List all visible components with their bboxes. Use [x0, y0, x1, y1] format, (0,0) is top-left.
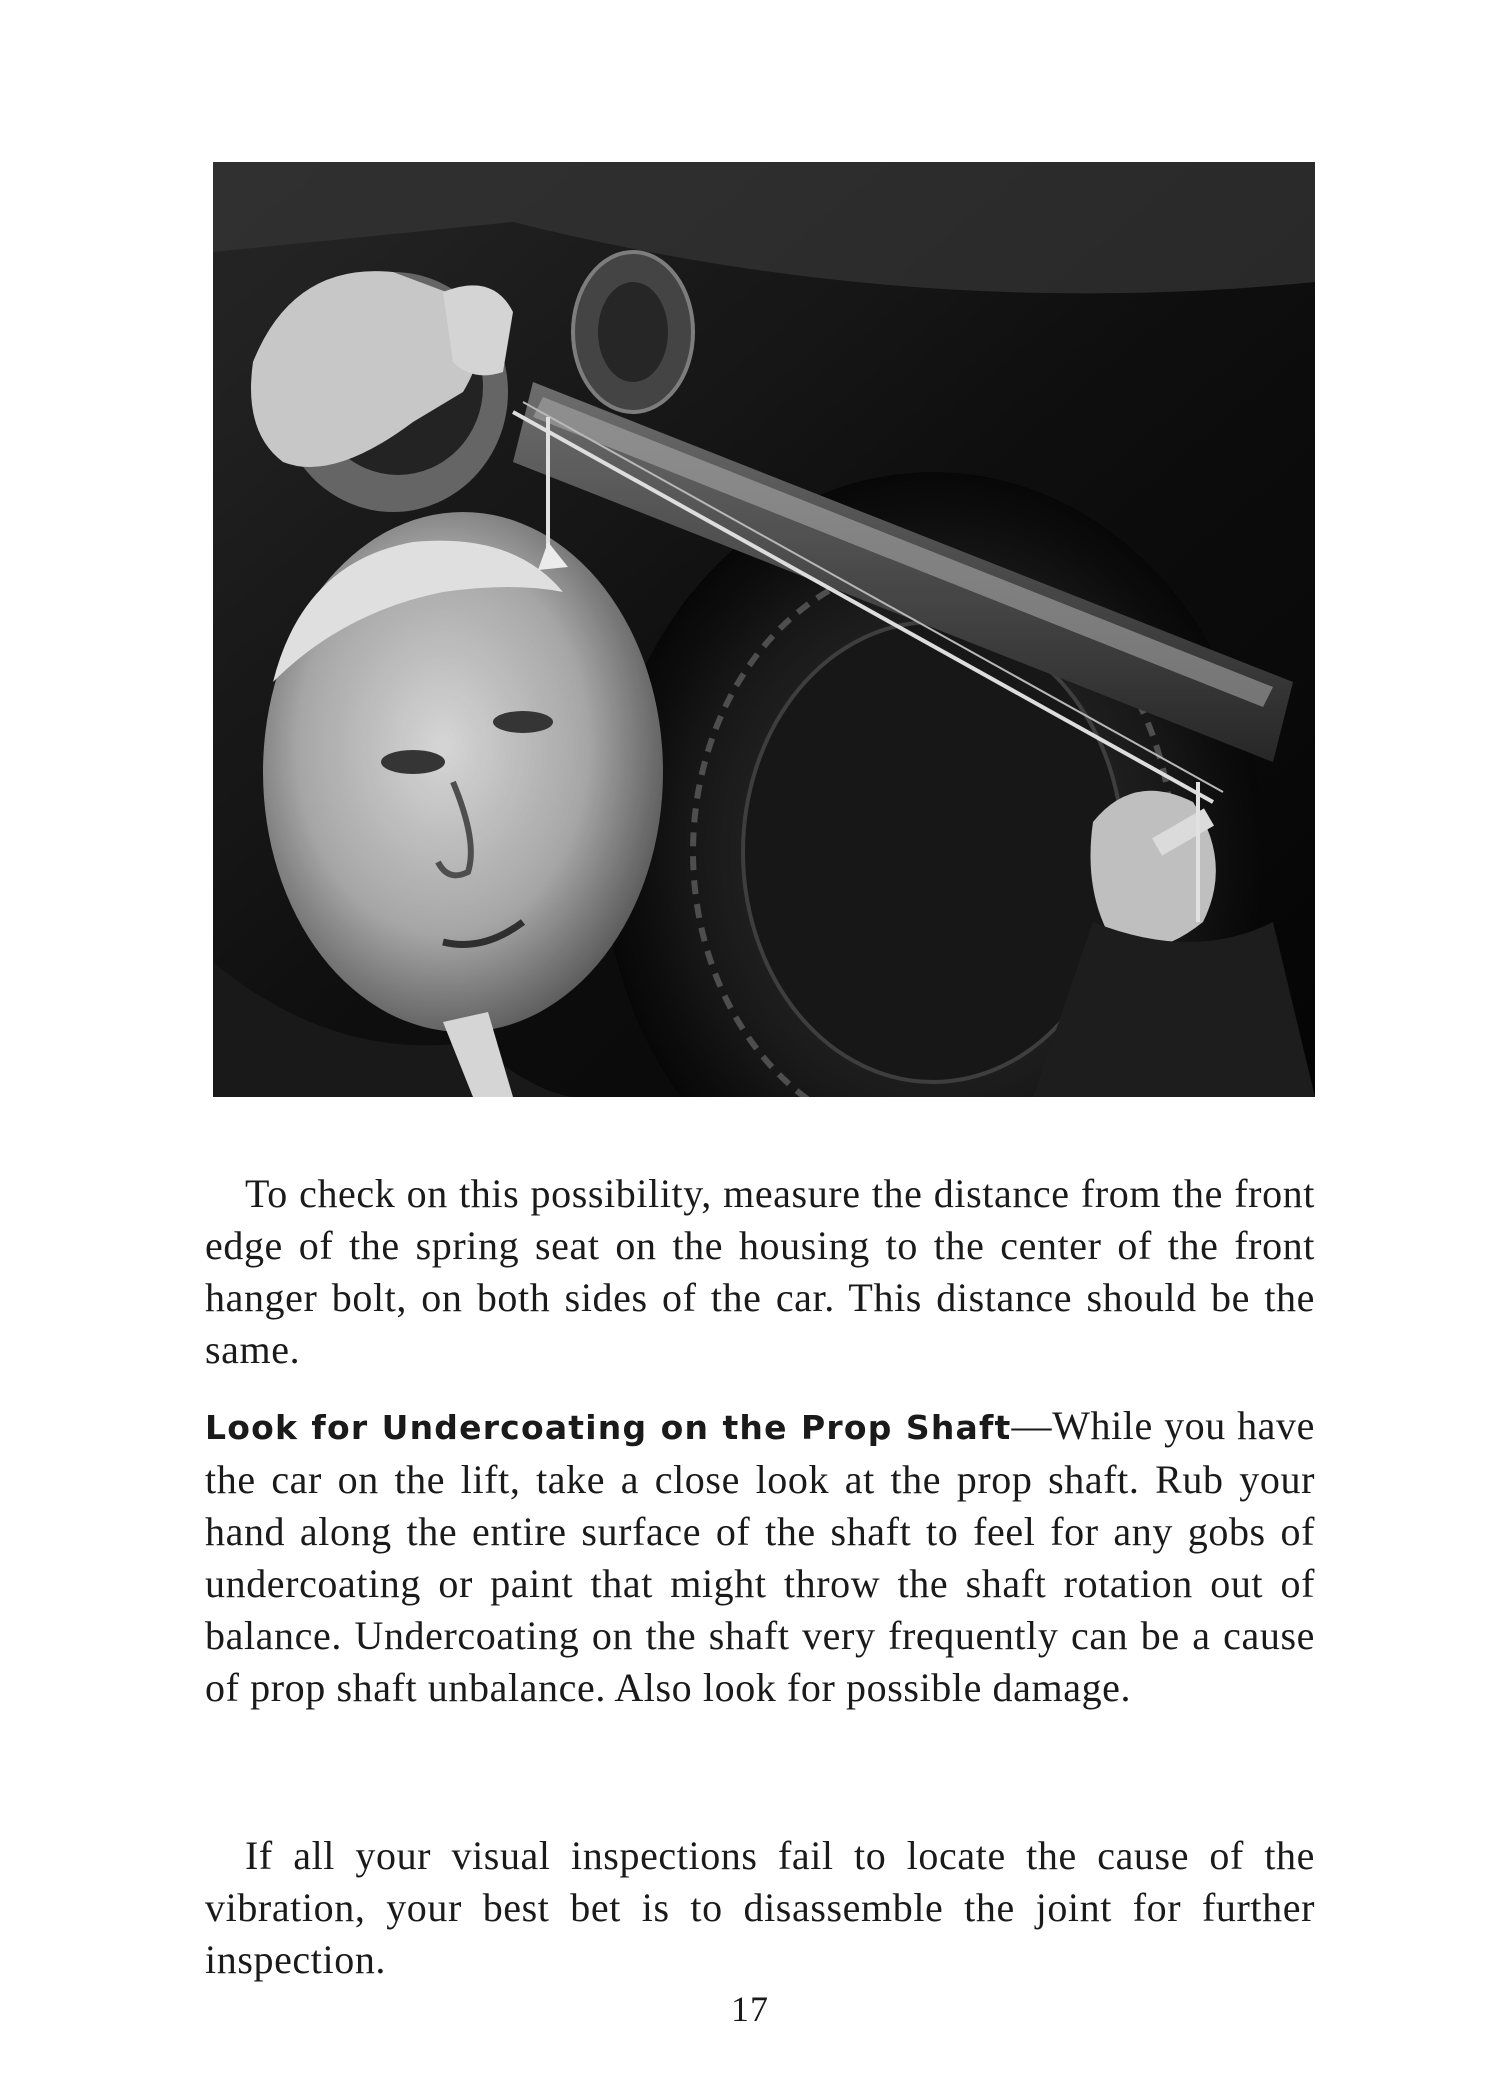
- paragraph-measure-distance: To check on this possibility, measure the distance from the front edge of the spring seat on the housing to the center of the front hanger bolt, on both sides of the car. This distance should be the same.: [205, 1171, 1315, 1372]
- page-number: 17: [731, 1989, 769, 2029]
- photo-mechanic-measuring-under-car-icon: [213, 162, 1315, 1097]
- paragraph-undercoating-body: While you have the car on the lift, take a close look at the prop shaft. Rub your hand along the entire surface of the shaft to feel for any gobs of undercoating or paint that might throw the shaft rotation out of balance. Undercoating on the shaft very frequently can be a cause of prop shaft unbalance. Also look for possible damage.: [205, 1403, 1315, 1710]
- paragraph-undercoating: [205, 1400, 1315, 1714]
- heading-dash: —: [1011, 1403, 1053, 1448]
- section-heading: Look for Undercoating on the Prop Shaft: [205, 1408, 1012, 1447]
- figure-photo: [213, 162, 1315, 1097]
- paragraph-disassemble: If all your visual inspections fail to locate the cause of the vibration, your best bet is to disassemble the joint for further inspection.: [205, 1833, 1315, 1982]
